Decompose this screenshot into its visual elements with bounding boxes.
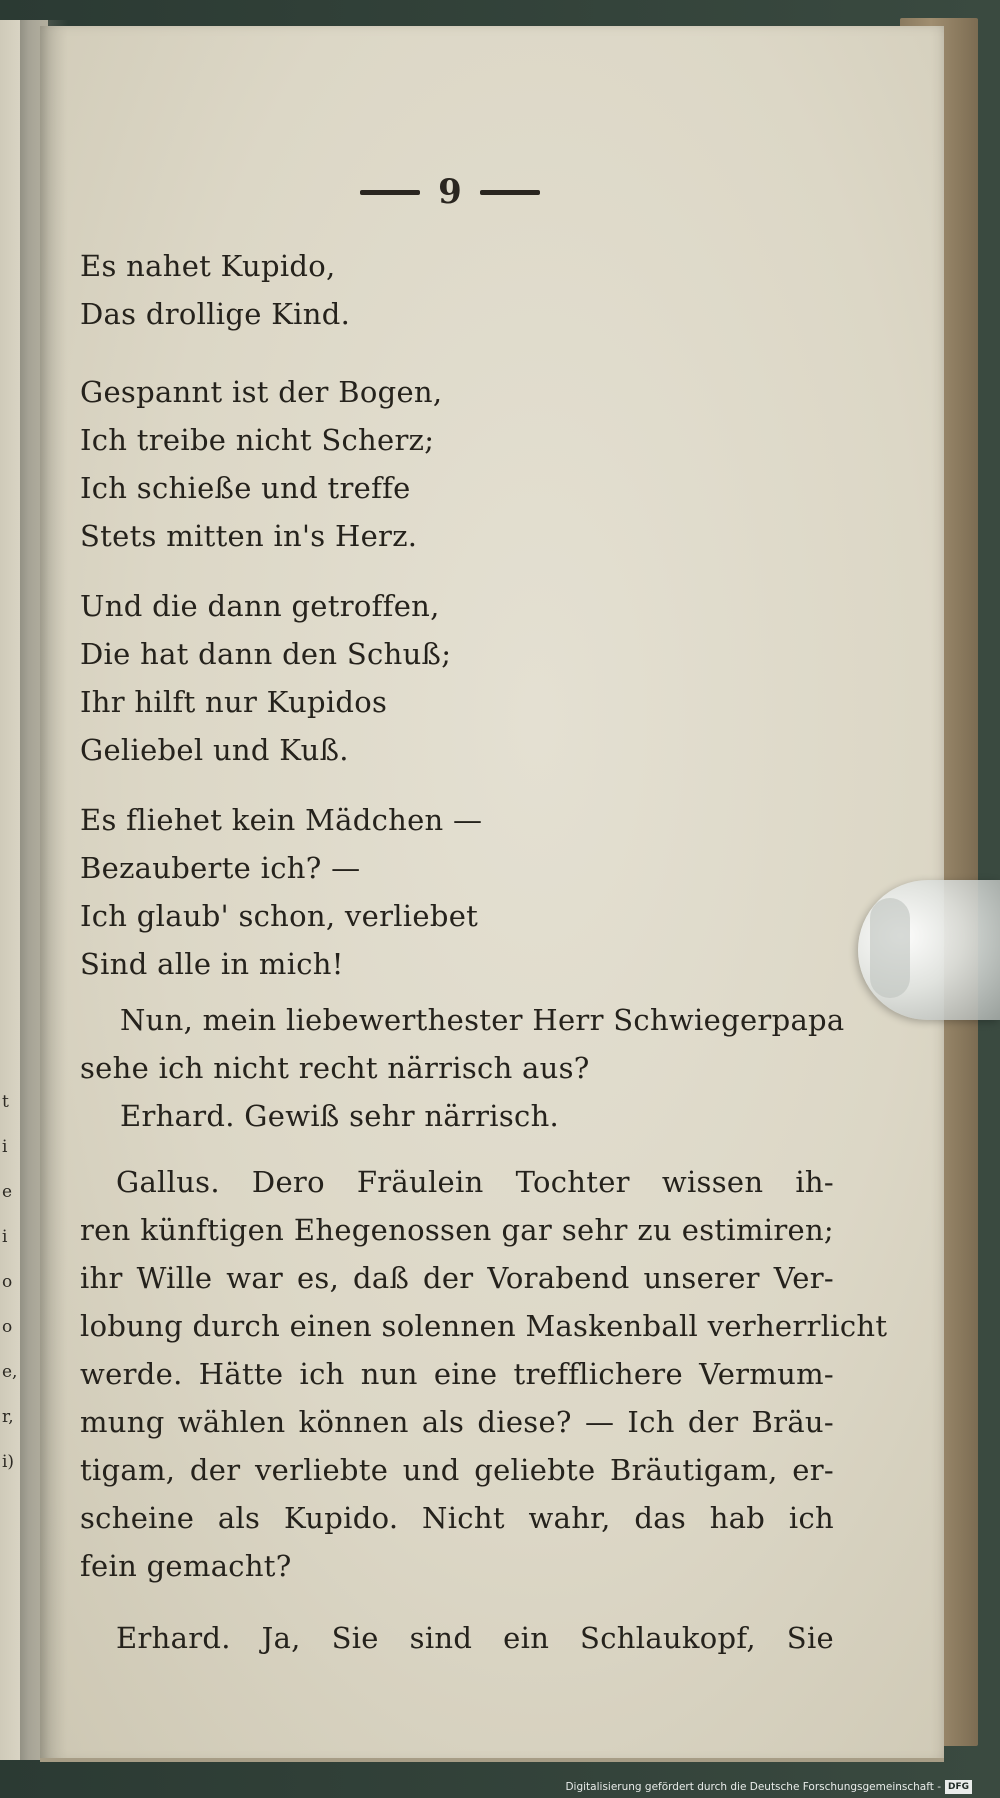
verse-line: Sind alle in mich! [80, 947, 344, 981]
prose-line: ihr Wille war es, daß der Vorabend unserer Ver- [80, 1261, 834, 1295]
verse-line: Stets mitten in's Herz. [80, 519, 418, 553]
page-number: 9 [438, 172, 462, 212]
verse-line: Ich glaub' schon, verliebet [80, 899, 479, 933]
prev-mark: i [2, 1227, 8, 1247]
dialogue-line: Erhard. Gewiß sehr närrisch. [120, 1099, 560, 1133]
prev-mark: i [2, 1137, 8, 1157]
dfg-logo: DFG [945, 1780, 972, 1794]
verse-line: Es nahet Kupido, [80, 249, 336, 283]
page-header [340, 172, 560, 212]
prose-line: lobung durch einen solennen Maskenball verherrlicht [80, 1309, 888, 1343]
credit-text: Digitalisierung gefördert durch die Deutsche Forschungsgemeinschaft - [565, 1781, 941, 1793]
prose-line: Nun, mein liebewerthester Herr Schwiegerpapa [120, 1003, 845, 1037]
previous-page-margin-text [2, 1080, 22, 1485]
prose-line: tigam, der verliebte und geliebte Bräutigam, er- [80, 1453, 834, 1487]
verse-line: Es fliehet kein Mädchen — [80, 803, 483, 837]
prev-mark: e [2, 1182, 13, 1202]
prev-mark: i) [2, 1452, 15, 1472]
dialogue-line: Gallus. Dero Fräulein Tochter wissen ih- [116, 1165, 834, 1199]
prose-line: scheine als Kupido. Nicht wahr, das hab ich [80, 1501, 834, 1535]
prose-line: ren künftigen Ehegenossen gar sehr zu estimiren; [80, 1213, 834, 1247]
verse-line: Das drollige Kind. [80, 297, 351, 331]
verse-line: Ich schieße und treffe [80, 471, 411, 505]
prose-line: fein gemacht? [80, 1549, 292, 1583]
page-gutter-shadow [20, 20, 68, 1760]
prose-line: werde. Hätte ich nun eine trefflichere Vermum- [80, 1357, 834, 1391]
verse-line: Ihr hilft nur Kupidos [80, 685, 388, 719]
prev-mark: o [2, 1317, 13, 1337]
verse-line: Geliebel und Kuß. [80, 733, 349, 767]
footer-credit [565, 1778, 972, 1796]
prev-mark: o [2, 1272, 13, 1292]
verse-line: Die hat dann den Schuß; [80, 637, 452, 671]
prose-line: sehe ich nicht recht närrisch aus? [80, 1051, 590, 1085]
page-clip [858, 880, 1000, 1020]
verse-line: Ich treibe nicht Scherz; [80, 423, 435, 457]
verse-line: Gespannt ist der Bogen, [80, 375, 443, 409]
page-bottom-edge [40, 1758, 944, 1762]
header-dash-right [480, 190, 540, 195]
verse-line: Bezauberte ich? — [80, 851, 361, 885]
clip-highlight [870, 898, 910, 998]
prose-line: mung wählen können als diese? — Ich der Bräu- [80, 1405, 834, 1439]
verse-line: Und die dann getroffen, [80, 589, 440, 623]
prev-mark: e, [2, 1362, 18, 1382]
prev-mark: t [2, 1092, 9, 1112]
prev-mark: r, [2, 1407, 14, 1427]
header-dash-left [360, 190, 420, 195]
dialogue-line: Erhard. Ja, Sie sind ein Schlaukopf, Sie [116, 1621, 834, 1655]
